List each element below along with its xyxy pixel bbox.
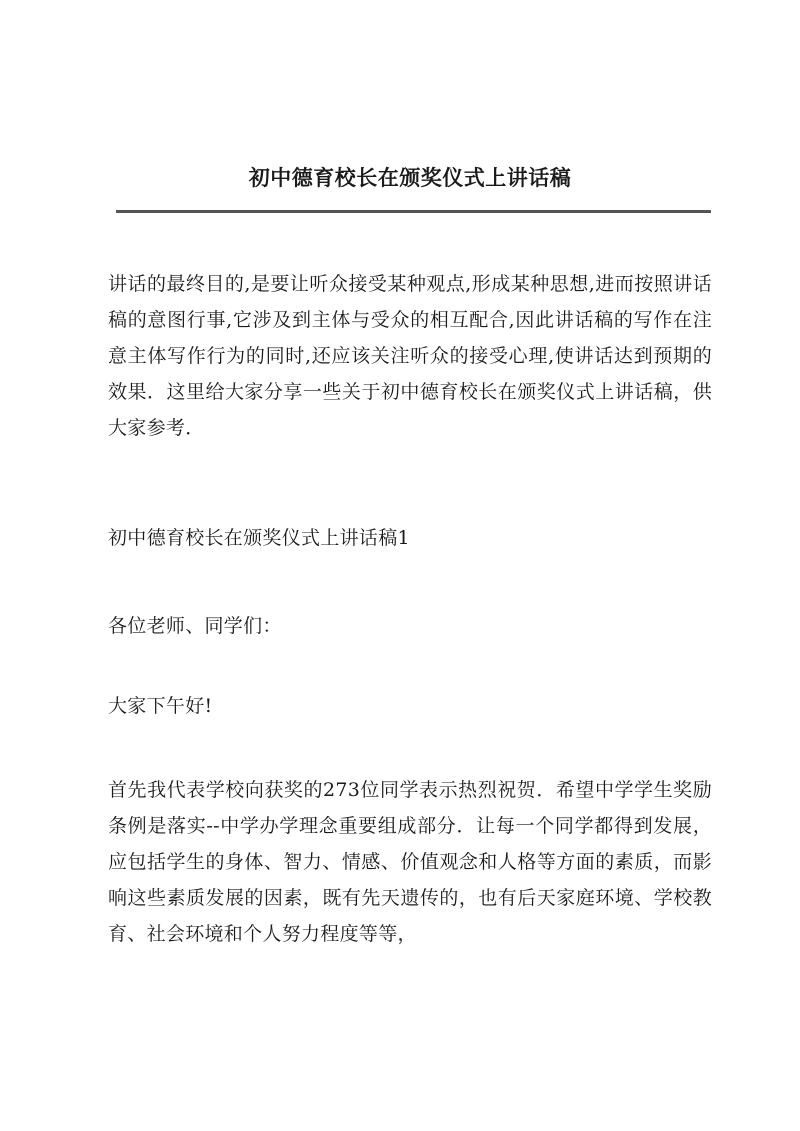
salutation: 各位老师、同学们： xyxy=(108,615,282,637)
intro-paragraph: 讲话的最终目的,是要让听众接受某种观点,形成某种思想,进而按照讲话稿的意图行事,它涉及到主体与受众的相互配合,因此讲话稿的写作在注意主体写作行为的同时,还应该关注听众的接受心理,使讲话达到预期的效果．这里给大家分享一些关于初中德育校长在颁奖仪式上讲话稿，供大家参考． xyxy=(108,273,712,439)
greeting: 大家下午好! xyxy=(108,695,213,717)
body-paragraph: 首先我代表学校向获奖的273位同学表示热烈祝贺．希望中学学生奖励条例是落实--中学办学理念重要组成部分．让每一个同学都得到发展，应包括学生的身体、智力、情感、价值观念和人格等方面的素质，而影响这些素质发展的因素，既有先天遗传的，也有后天家庭环境、学校教育、社会环境和个人努力程度等等， xyxy=(108,779,712,945)
document-title: 初中德育校长在颁奖仪式上讲话稿 xyxy=(248,165,572,190)
section-heading: 初中德育校长在颁奖仪式上讲话稿1 xyxy=(108,527,410,549)
title-divider xyxy=(116,210,711,213)
